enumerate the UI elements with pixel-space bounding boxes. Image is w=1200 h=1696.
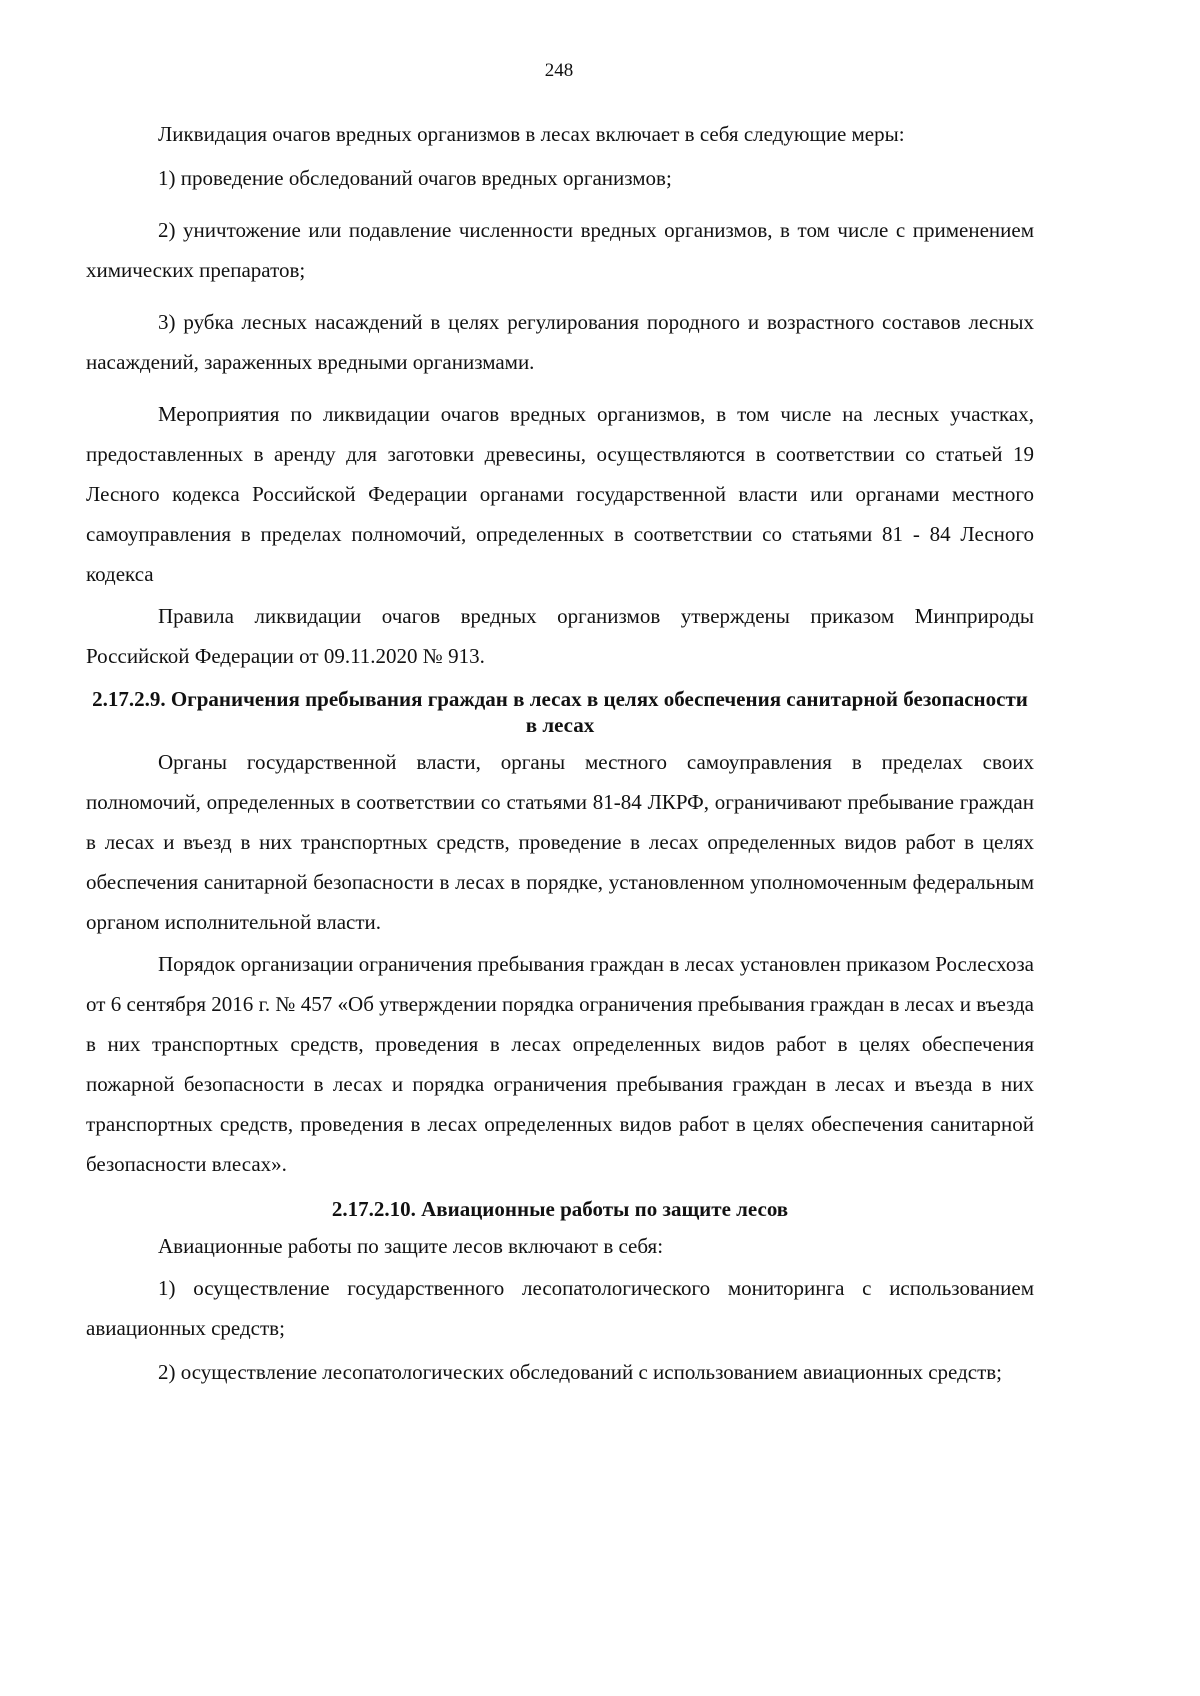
section-heading: 2.17.2.10. Авиационные работы по защите лесов [331,1197,789,1221]
paragraph: Мероприятия по ликвидации очагов вредных организмов, в том числе на лесных участках, предоставленных в аренду для заготовки древесины, осуществляются в соответствии со статьей 19 Лесного кодекса Российской Федерации органами государственной власти или органами местного самоуправления в пределах полномочий, определенных в соответствии со статьями 81 - 84 Лесного кодекса [86,402,1034,586]
paragraph: 3) рубка лесных насаждений в целях регулирования породного и возрастного составов лесных насаждений, зараженных вредными организмами. [86,310,1034,374]
paragraph: 2) уничтожение или подавление численности вредных организмов, в том числе с применением химических препаратов; [86,218,1034,282]
paragraph: 2) осуществление лесопатологических обследований с использованием авиационных средств; [158,1360,1002,1384]
document-body [86,114,1034,1392]
paragraph: Правила ликвидации очагов вредных организмов утверждены приказом Минприроды Российской Федерации от 09.11.2020 № 913. [86,604,1034,668]
page-number: 248 [544,60,574,81]
paragraph: Ликвидация очагов вредных организмов в лесах включает в себя следующие меры: [158,122,905,146]
paragraph: Порядок организации ограничения пребывания граждан в лесах установлен приказом Рослесхоза от 6 сентября 2016 г. № 457 «Об утверждении порядка ограничения пребывания граждан в лесах и въезда в них транспортных средств, проведения в лесах определенных видов работ в целях обеспечения пожарной безопасности в лесах и порядка ограничения пребывания граждан в лесах и въезда в них транспортных средств, проведения в лесах определенных видов работ в целях обеспечения санитарной безопасности влесах». [86,952,1034,1176]
paragraph: 1) осуществление государственного лесопатологического мониторинга с использованием авиационных средств; [86,1276,1034,1340]
paragraph: Органы государственной власти, органы местного самоуправления в пределах своих полномочий, определенных в соответствии со статьями 81-84 ЛКРФ, ограничивают пребывание граждан в лесах и въезд в них транспортных средств, проведение в лесах определенных видов работ в целях обеспечения санитарной безопасности в лесах в порядке, установленном уполномоченным федеральным органом исполнительной власти. [86,750,1034,934]
paragraph: Авиационные работы по защите лесов включают в себя: [158,1234,664,1258]
paragraph: 1) проведение обследований очагов вредных организмов; [158,166,672,190]
section-heading: 2.17.2.9. Ограничения пребывания граждан в лесах в целях обеспечения санитарной безопасности в лесах [92,687,1028,737]
